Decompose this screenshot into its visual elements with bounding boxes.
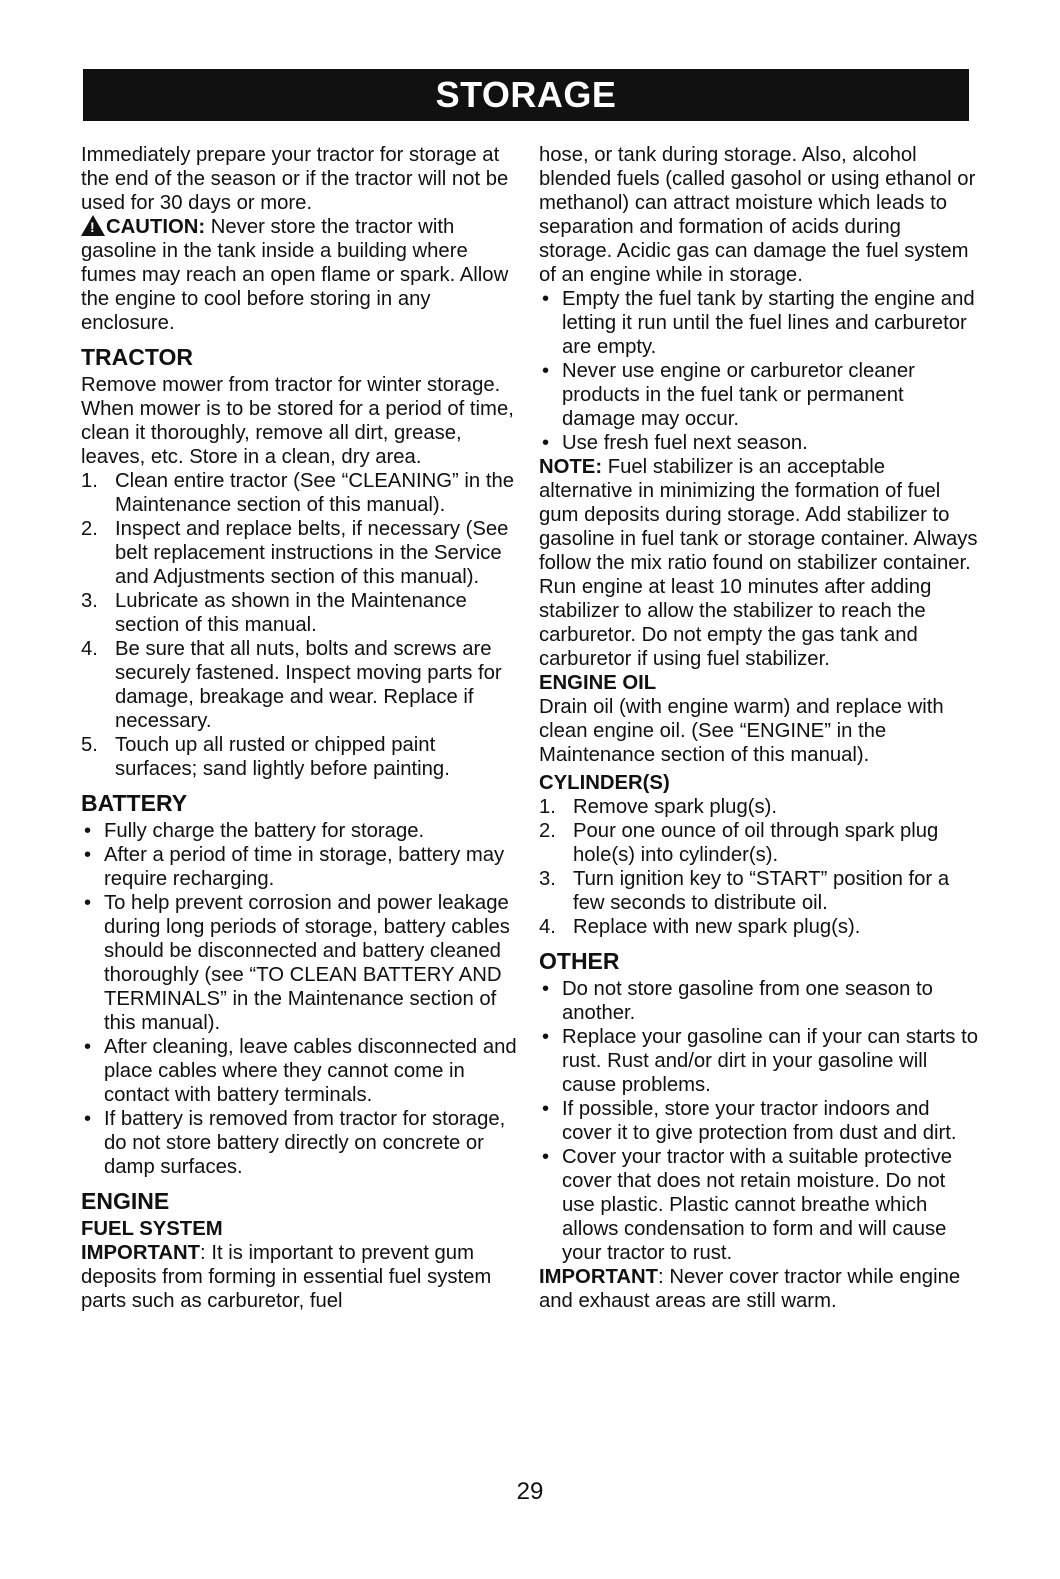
list-item: • Do not store gasoline from one season to another. <box>542 978 933 1024</box>
note-label: NOTE: <box>539 456 603 478</box>
caution-label: CAUTION: <box>106 216 206 238</box>
list-item: • Replace your gasoline can if your can starts to rust. Rust and/or dirt in your gasoline will cause problems. <box>542 1026 978 1096</box>
important-text: : It is important to prevent gum deposits from forming in essential fuel system parts such as carburetor, fuel <box>81 1242 492 1312</box>
important-label: IMPORTANT <box>539 1266 659 1288</box>
list-item: 1. Clean entire tractor (See “CLEANING” in the Maintenance section of this manual). <box>81 470 515 516</box>
cylinders-heading: CYLINDER(S) <box>539 772 670 794</box>
battery-heading: BATTERY <box>81 790 188 816</box>
tractor-paragraph: Remove mower from tractor for winter storage. When mower is to be stored for a period of time, clean it thoroughly, remove all dirt, grease, leaves, etc. Store in a clean, dry area. <box>81 374 514 468</box>
caution-paragraph <box>81 215 521 335</box>
tractor-heading: TRACTOR <box>81 344 194 370</box>
bullet-icon: • <box>84 820 92 842</box>
other-list <box>539 977 979 1265</box>
page-number: 29 <box>516 1478 544 1505</box>
bullet-icon: • <box>84 892 92 914</box>
fuel-system-list <box>539 287 979 455</box>
list-item: • After a period of time in storage, battery may require recharging. <box>84 844 505 890</box>
other-important <box>539 1265 979 1313</box>
important-text: : Never cover tractor while engine and exhaust areas are still warm. <box>539 1266 961 1312</box>
list-item: 2. Pour one ounce of oil through spark plug hole(s) into cylinder(s). <box>539 820 939 866</box>
note-text: Fuel stabilizer is an acceptable alternative in minimizing the formation of fuel gum deposits during storage. Add stabilizer to gasoline in fuel tank or storage container. Always follow the mix ratio found on stabilizer container. Run engine at least 10 minutes after adding stabilizer to allow the stabilizer to reach the carburetor. Do not empty the gas tank and carburetor if using fuel stabilizer. <box>539 456 978 670</box>
bullet-icon: • <box>542 978 550 1000</box>
fuel-system-important <box>81 1241 521 1313</box>
bullet-icon: • <box>542 288 550 310</box>
list-item: 2. Inspect and replace belts, if necessary (See belt replacement instructions in the Service and Adjustments section of this manual). <box>81 518 509 588</box>
list-item: 1. Remove spark plug(s). <box>539 796 778 818</box>
right-column <box>539 143 979 1313</box>
list-item: • After cleaning, leave cables disconnected and place cables where they cannot come in contact with battery terminals. <box>84 1036 517 1106</box>
page-title-banner <box>83 69 969 121</box>
list-item: 5. Touch up all rusted or chipped paint surfaces; sand lightly before painting. <box>81 734 450 780</box>
fuel-system-heading: FUEL SYSTEM <box>81 1218 223 1240</box>
bullet-icon: • <box>84 1036 92 1058</box>
list-item: • To help prevent corrosion and power leakage during long periods of storage, battery cables should be disconnected and battery cleaned thoroughly (see “TO CLEAN BATTERY AND TERMINALS” in the Maintenance section of this manual). <box>84 892 510 1034</box>
cylinders-steps <box>539 795 979 939</box>
bullet-icon: • <box>542 432 550 454</box>
list-item: 3. Lubricate as shown in the Maintenance section of this manual. <box>81 590 467 636</box>
list-item: • Empty the fuel tank by starting the engine and letting it run until the fuel lines and carburetor are empty. <box>542 288 975 358</box>
engine-oil-heading: ENGINE OIL <box>539 672 657 694</box>
tractor-steps <box>81 469 521 781</box>
left-column <box>81 143 521 1313</box>
bullet-icon: • <box>84 844 92 866</box>
list-item: • Fully charge the battery for storage. <box>84 820 425 842</box>
list-item: • Never use engine or carburetor cleaner products in the fuel tank or permanent damage may occur. <box>542 360 915 430</box>
list-item: 3. Turn ignition key to “START” position for a few seconds to distribute oil. <box>539 868 950 914</box>
note-paragraph <box>539 455 979 671</box>
page-title: STORAGE <box>435 74 617 115</box>
list-item: 4. Be sure that all nuts, bolts and screws are securely fastened. Inspect moving parts for damage, breakage and wear. Replace if necessary. <box>81 638 502 732</box>
battery-list <box>81 819 521 1179</box>
warning-triangle-icon: ! <box>81 215 105 236</box>
fuel-system-important-continued: hose, or tank during storage. Also, alcohol blended fuels (called gasohol or using ethanol or methanol) can attract moisture which leads to separation and formation of acids during storage. Acidic gas can damage the fuel system of an engine while in storage. <box>539 144 976 286</box>
other-heading: OTHER <box>539 948 620 974</box>
list-item: • Cover your tractor with a suitable protective cover that does not retain moisture. Do not use plastic. Plastic cannot breathe which allows condensation to form and will cause your tractor to rust. <box>542 1146 953 1264</box>
bullet-icon: • <box>542 360 550 382</box>
intro-paragraph: Immediately prepare your tractor for storage at the end of the season or if the tractor will not be used for 30 days or more. <box>81 144 509 214</box>
bullet-icon: • <box>542 1026 550 1048</box>
engine-oil-paragraph: Drain oil (with engine warm) and replace with clean engine oil. (See “ENGINE” in the Maintenance section of this manual). <box>539 696 944 766</box>
list-item: • If battery is removed from tractor for storage, do not store battery directly on concrete or damp surfaces. <box>84 1108 506 1178</box>
bullet-icon: • <box>542 1098 550 1120</box>
bullet-icon: • <box>84 1108 92 1130</box>
engine-heading: ENGINE <box>81 1188 170 1214</box>
list-item: • Use fresh fuel next season. <box>542 432 808 454</box>
list-item: 4. Replace with new spark plug(s). <box>539 916 861 938</box>
caution-text: Never store the tractor with gasoline in the tank inside a building where fumes may reach an open flame or spark. Allow the engine to cool before storing in any enclosure. <box>81 216 509 334</box>
list-item: • If possible, store your tractor indoors and cover it to give protection from dust and dirt. <box>542 1098 957 1144</box>
bullet-icon: • <box>542 1146 550 1168</box>
important-label: IMPORTANT <box>81 1242 201 1264</box>
